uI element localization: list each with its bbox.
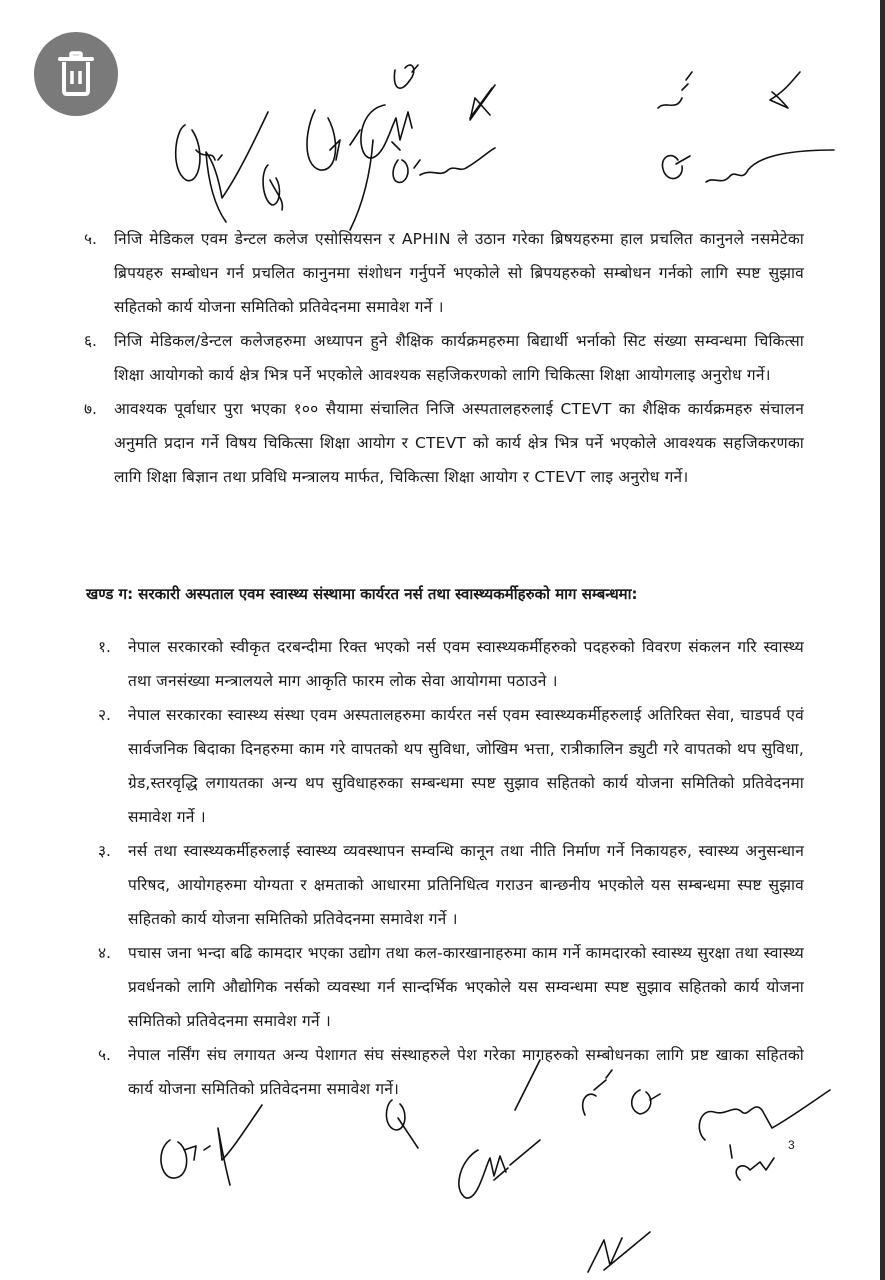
signature	[393, 160, 420, 182]
item-text: निजि मेडिकल/डेन्टल कलेजहरुमा अध्यापन हुने शैक्षिक कार्यक्रमहरुमा बिद्यार्थी भर्नाको सिट संख्या सम्वन्धमा चिकित्सा शिक्षा आयोगको कार्य क्षेत्र भित्र पर्ने भएकोले आवश्यक सहजिकरणको लागि चिकित्सा शिक्षा आयोगलाइ अनुरोध गर्ने।	[114, 332, 804, 384]
item-text: नेपाल सरकारका स्वास्थ्य संस्था एवम अस्पतालहरुमा कार्यरत नर्स एवम स्वास्थ्यकर्मीहरुलाई अतिरिक्त सेवा, चाडपर्व एवं सार्वजनिक बिदाका दिनहरुमा काम गरे वापतको थप सुविधा, जोखिम भत्ता, रात्रीकालिन ड्युटी गरे वापतको थप सुविधा, ग्रेड,स्तरवृद्धि लगायतका अन्य थप सुविधाहरुका सम्बन्धमा स्पष्ट सुझाव सहितको कार्य योजना समितिको प्रतिवेदनमा समावेश गर्ने ।	[128, 706, 804, 826]
list-item	[98, 630, 804, 698]
signature	[770, 72, 800, 108]
delete-button[interactable]	[34, 32, 118, 116]
signature-group-top-right	[658, 72, 834, 182]
list-item	[84, 324, 804, 392]
signature	[176, 125, 222, 181]
item-number: ५.	[98, 1046, 111, 1064]
signature	[470, 85, 495, 120]
item-number: ४.	[98, 944, 111, 962]
item-number: ३.	[98, 842, 111, 860]
item-text: निजि मेडिकल एवम डेन्टल कलेज एसोसियसन र APHIN ले उठान गरेका ब्रिषयहरुमा हाल प्रचलित कानुनले नसमेटेका ब्रिपयहरु सम्बोधन गर्न प्रचलित कानुनमा संशोधन गर्नुपर्ने भएकोले सो ब्रिपयहरुको सम्बोधन गर्नको लागि स्पष्ट सुझाव सहितको कार्य योजना समितिको प्रतिवेदनमा समावेश गर्ने ।	[114, 230, 804, 316]
signature	[394, 65, 418, 88]
list-item	[98, 1038, 804, 1106]
signature	[658, 72, 692, 108]
signature	[706, 150, 834, 182]
signature	[307, 110, 360, 170]
signature	[361, 105, 412, 158]
item-text: पचास जना भन्दा बढि कामदार भएका उद्योग तथा कल-कारखानाहरुमा काम गर्ने कामदारको स्वास्थ्य सुरक्षा तथा स्वास्थ्य प्रवर्धनको लागि औद्योगिक नर्सको व्यवस्था गर्न सान्दर्भिक भएकोले यस सम्वन्धमा स्पष्ट सुझाव सहितको कार्य योजना समितिको प्रतिवेदनमा समावेश गर्ने ।	[128, 944, 804, 1030]
item-text: आवश्यक पूर्वाधार पुरा भएका १०० सैयामा संचालित निजि अस्पतालहरुलाई CTEVT का शैक्षिक कार्यक्रमहरु संचालन अनुमति प्रदान गर्ने विषय चिकित्सा शिक्षा आयोग र CTEVT को कार्य क्षेत्र भित्र पर्ने भएकोले आवश्यक सहजिकरणका लागि शिक्षा बिज्ञान तथा प्रविधि मन्त्रालय मार्फत, चिकित्सा शिक्षा आयोग र CTEVT लाइ अनुरोध गर्ने।	[114, 400, 804, 486]
list-item	[98, 698, 804, 834]
item-number: १.	[98, 638, 111, 656]
list-item	[84, 392, 804, 494]
signature	[662, 156, 690, 179]
item-number: ७.	[84, 400, 97, 418]
signature-group-top	[176, 65, 495, 230]
item-number: ५.	[84, 230, 97, 248]
section-b-list	[84, 222, 804, 494]
signature	[730, 1145, 774, 1180]
scrollbar-edge	[880, 0, 885, 1280]
signature	[206, 112, 268, 222]
item-text: नेपाल सरकारको स्वीकृत दरबन्दीमा रिक्त भएको नर्स एवम स्वास्थ्यकर्मीहरुको पदहरुको विवरण संकलन गरि स्वास्थ्य तथा जनसंख्या मन्त्रालयले माग आकृति फारम लोक सेवा आयोगमा पठाउने ।	[128, 638, 804, 690]
signature	[263, 165, 282, 210]
signature	[459, 1140, 540, 1198]
signature	[161, 1140, 210, 1178]
trash-icon	[56, 51, 96, 97]
signature	[218, 1105, 262, 1185]
list-item	[84, 222, 804, 324]
list-item	[98, 936, 804, 1038]
signature	[588, 1232, 650, 1272]
item-number: ६.	[84, 332, 97, 350]
signature	[420, 148, 495, 175]
section-c-list	[98, 630, 804, 1106]
signature	[350, 140, 373, 230]
page-number: 3	[788, 1138, 795, 1152]
item-text: नेपाल नर्सिंग संघ लगायत अन्य पेशागत संघ संस्थाहरुले पेश गरेका मागहरुको सम्बोधनका लागि प्रष्ट खाका सहितको कार्य योजना समितिको प्रतिवेदनमा समावेश गर्ने।	[128, 1046, 804, 1098]
section-c-heading: खण्ड ग: सरकारी अस्पताल एवम स्वास्थ्य संस्थामा कार्यरत नर्स तथा स्वास्थ्यकर्मीहरुको माग सम्बन्धमा:	[86, 585, 638, 603]
list-item	[98, 834, 804, 936]
signature	[386, 1100, 418, 1148]
item-text: नर्स तथा स्वास्थ्यकर्मीहरुलाई स्वास्थ्य व्यवस्थापन सम्वन्धि कानून तथा नीति निर्माण गर्ने निकायहरु, स्वास्थ्य अनुसन्धान परिषद, आयोगहरुमा योग्यता र क्षमताको आधारमा प्रतिनिधित्व गराउन बान्छनीय भएकोले यस सम्बन्धमा स्पष्ट सुझाव सहितको कार्य योजना समितिको प्रतिवेदनमा समावेश गर्ने ।	[128, 842, 804, 928]
item-number: २.	[98, 706, 111, 724]
